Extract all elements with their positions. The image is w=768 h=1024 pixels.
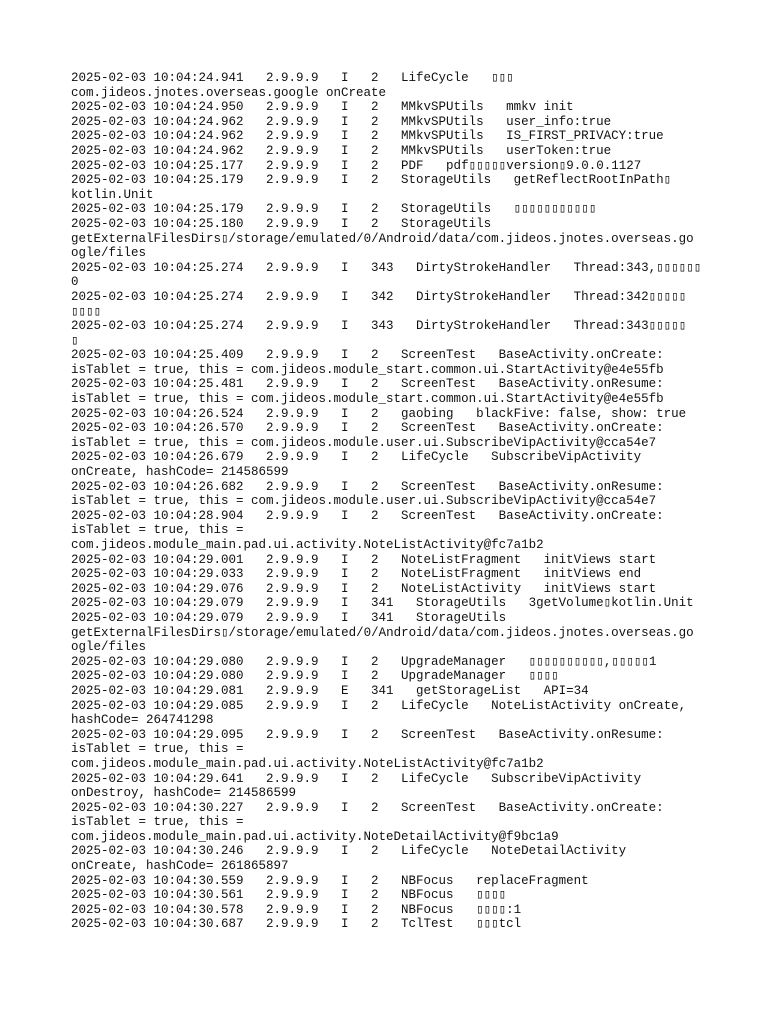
log-entry: 2025-02-03 10:04:30.561 2.9.9.9 I 2 NBFocus ▯▯▯▯ [71,888,507,903]
log-entry: 2025-02-03 10:04:25.481 2.9.9.9 I 2 ScreenTest BaseActivity.onResume: isTablet = true, this = com.jideos.module_start.common.ui.StartActivity@e4e55fb [71,377,664,407]
log-entry: 2025-02-03 10:04:25.179 2.9.9.9 I 2 StorageUtils getReflectRootInPath▯ kotlin.Unit [71,173,672,202]
log-entry: 2025-02-03 10:04:26.682 2.9.9.9 I 2 ScreenTest BaseActivity.onResume: isTablet = true, this = com.jideos.module.user.ui.SubscribeVipActivity@cca54e7 [71,479,664,509]
log-entry: 2025-02-03 10:04:29.076 2.9.9.9 I 2 NoteListActivity initViews start [71,581,657,596]
log-entry: 2025-02-03 10:04:25.177 2.9.9.9 I 2 PDF pdf▯▯▯▯▯version▯9.0.0.1127 [71,158,642,173]
log-entry: 2025-02-03 10:04:30.246 2.9.9.9 I 2 LifeCycle NoteDetailActivity onCreate, hashCode= 261865897 [71,844,627,874]
log-entry: 2025-02-03 10:04:29.641 2.9.9.9 I 2 LifeCycle SubscribeVipActivity onDestroy, hashCode= 214586599 [71,771,642,801]
log-entry: 2025-02-03 10:04:30.578 2.9.9.9 I 2 NBFocus ▯▯▯▯:1 [71,902,522,917]
log-entry: 2025-02-03 10:04:26.524 2.9.9.9 I 2 gaobing blackFive: false, show: true [71,406,687,421]
log-entry: 2025-02-03 10:04:25.274 2.9.9.9 I 343 DirtyStrokeHandler Thread:343,▯▯▯▯▯▯ 0 [71,260,702,290]
log-entry: 2025-02-03 10:04:29.079 2.9.9.9 I 341 StorageUtils getExternalFilesDirs▯/storage/emulated/0/Android/data/com.jideos.jnotes.overseas.go ogle/files [71,610,694,655]
log-entry: 2025-02-03 10:04:26.679 2.9.9.9 I 2 LifeCycle SubscribeVipActivity onCreate, hashCode= 214586599 [71,450,642,480]
log-entry: 2025-02-03 10:04:28.904 2.9.9.9 I 2 ScreenTest BaseActivity.onCreate: isTablet = true, this = com.jideos.module_main.pad.ui.activity.NoteListActivity@fc7a1b2 [71,508,664,552]
log-entry: 2025-02-03 10:04:29.079 2.9.9.9 I 341 StorageUtils 3getVolume▯kotlin.Unit [71,596,694,611]
log-entry: 2025-02-03 10:04:29.080 2.9.9.9 I 2 UpgradeManager ▯▯▯▯ [71,669,559,684]
log-entry: 2025-02-03 10:04:29.081 2.9.9.9 E 341 getStorageList API=34 [71,683,589,698]
log-entry: 2025-02-03 10:04:24.950 2.9.9.9 I 2 MMkvSPUtils mmkv init [71,100,574,115]
log-entry: 2025-02-03 10:04:30.227 2.9.9.9 I 2 ScreenTest BaseActivity.onCreate: isTablet = true, this = com.jideos.module_main.pad.ui.activity.NoteDetailActivity@f9bc1a9 [71,800,664,844]
log-entry: 2025-02-03 10:04:25.179 2.9.9.9 I 2 StorageUtils ▯▯▯▯▯▯▯▯▯▯▯ [71,202,597,217]
log-entry: 2025-02-03 10:04:25.274 2.9.9.9 I 342 DirtyStrokeHandler Thread:342▯▯▯▯▯ ▯▯▯▯ [71,289,687,319]
log-entry: 2025-02-03 10:04:30.559 2.9.9.9 I 2 NBFocus replaceFragment [71,873,589,888]
log-entry: 2025-02-03 10:04:29.001 2.9.9.9 I 2 NoteListFragment initViews start [71,552,657,567]
log-entry: 2025-02-03 10:04:29.080 2.9.9.9 I 2 UpgradeManager ▯▯▯▯▯▯▯▯▯▯,▯▯▯▯▯1 [71,654,657,669]
log-document [71,71,711,932]
log-entry: 2025-02-03 10:04:24.962 2.9.9.9 I 2 MMkvSPUtils user_info:true [71,114,612,129]
log-entry: 2025-02-03 10:04:25.409 2.9.9.9 I 2 ScreenTest BaseActivity.onCreate: isTablet = true, this = com.jideos.module_start.common.ui.StartActivity@e4e55fb [71,348,664,377]
log-entry: 2025-02-03 10:04:29.085 2.9.9.9 I 2 LifeCycle NoteListActivity onCreate, hashCode= 264741298 [71,698,687,728]
log-entry: 2025-02-03 10:04:29.033 2.9.9.9 I 2 NoteListFragment initViews end [71,567,642,582]
log-entry: 2025-02-03 10:04:26.570 2.9.9.9 I 2 ScreenTest BaseActivity.onCreate: isTablet = true, this = com.jideos.module.user.ui.SubscribeVipActivity@cca54e7 [71,421,664,450]
log-entry: 2025-02-03 10:04:30.687 2.9.9.9 I 2 TclTest ▯▯▯tcl [71,917,522,932]
log-entry: 2025-02-03 10:04:24.941 2.9.9.9 I 2 LifeCycle ▯▯▯ com.jideos.jnotes.overseas.google onCreate [71,71,514,100]
log-entry: 2025-02-03 10:04:24.962 2.9.9.9 I 2 MMkvSPUtils userToken:true [71,143,612,158]
log-entry: 2025-02-03 10:04:25.274 2.9.9.9 I 343 DirtyStrokeHandler Thread:343▯▯▯▯▯ ▯ [71,319,687,348]
log-entry: 2025-02-03 10:04:24.962 2.9.9.9 I 2 MMkvSPUtils IS_FIRST_PRIVACY:true [71,129,664,144]
log-entry: 2025-02-03 10:04:25.180 2.9.9.9 I 2 StorageUtils getExternalFilesDirs▯/storage/emulated/0/Android/data/com.jideos.jnotes.overseas.go ogle/files [71,216,694,261]
log-entry: 2025-02-03 10:04:29.095 2.9.9.9 I 2 ScreenTest BaseActivity.onResume: isTablet = true, this = com.jideos.module_main.pad.ui.activity.NoteListActivity@fc7a1b2 [71,727,664,771]
